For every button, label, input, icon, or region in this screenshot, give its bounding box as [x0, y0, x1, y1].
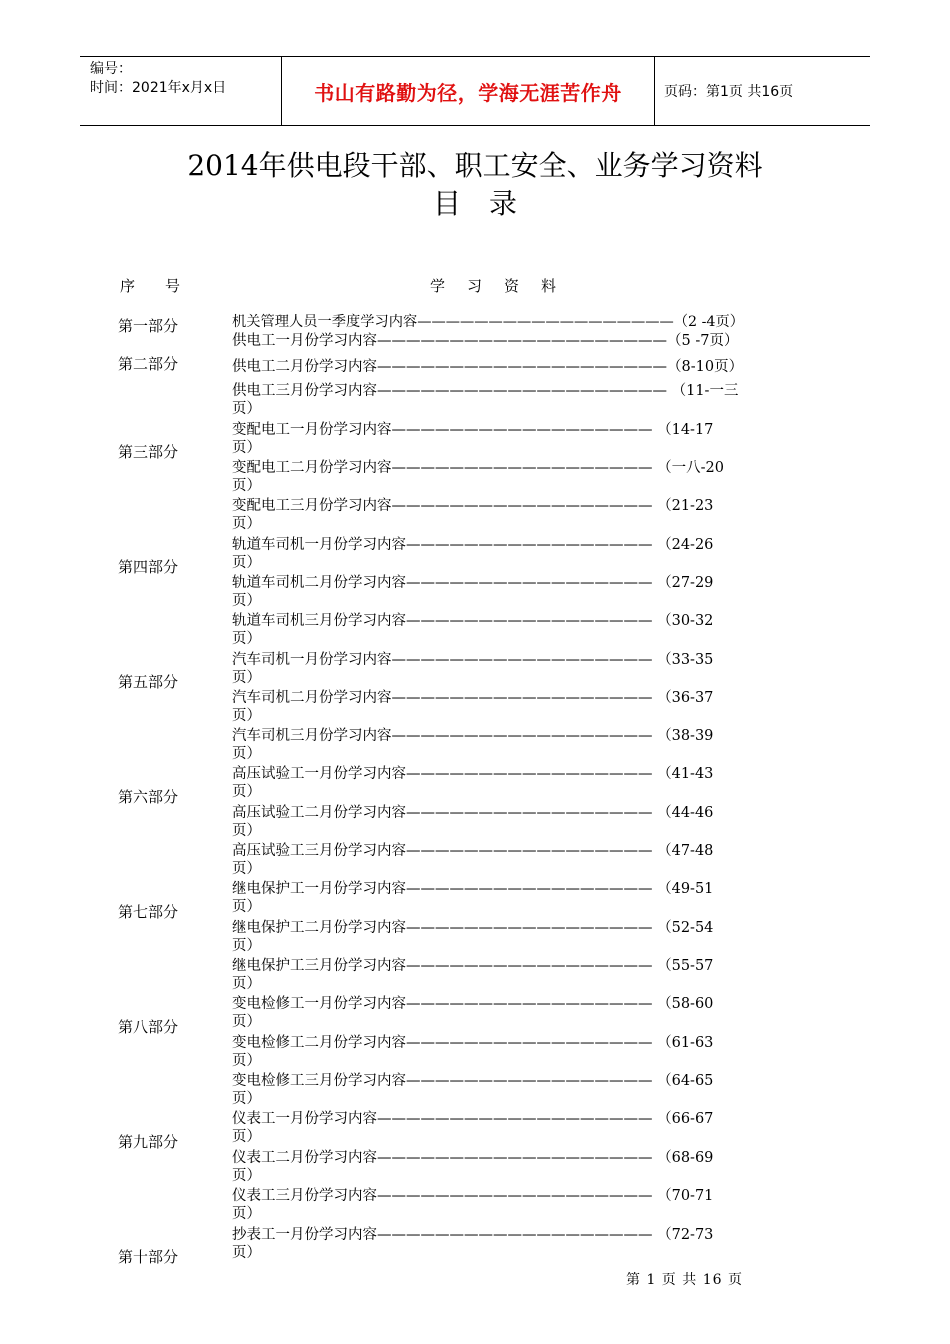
- toc-entry-line: 继电保护工三月份学习内容————————————————— （55-57: [232, 958, 714, 974]
- toc-entry: [232, 727, 744, 763]
- toc-entry-line: 变配电工三月份学习内容—————————————————— （21-23: [232, 498, 714, 514]
- toc-entry: [232, 651, 744, 687]
- part-label: 第二部分: [118, 355, 179, 373]
- toc-entry-continuation: 页）: [232, 784, 261, 800]
- toc-entry: [232, 382, 744, 418]
- toc-entry: [232, 804, 744, 840]
- toc-entry: [232, 842, 744, 878]
- toc-entry-continuation: 页）: [232, 401, 261, 417]
- toc-entry-continuation: 页）: [232, 516, 261, 532]
- toc-entry-line: 变电检修工一月份学习内容————————————————— （58-60: [232, 996, 714, 1012]
- toc-entry: [232, 957, 744, 993]
- toc-entry: [232, 1149, 744, 1185]
- toc-entry-continuation: 页）: [232, 1129, 261, 1145]
- toc-entry-line: 变电检修工三月份学习内容————————————————— （64-65: [232, 1073, 714, 1089]
- toc-entry-continuation: 页）: [232, 1206, 261, 1222]
- toc-entry-line: 汽车司机一月份学习内容—————————————————— （33-35: [232, 652, 714, 668]
- toc-entry-continuation: 页）: [232, 1168, 261, 1184]
- toc-entry-continuation: 页）: [232, 670, 261, 686]
- toc-entry-line: 轨道车司机三月份学习内容————————————————— （30-32: [232, 613, 714, 629]
- toc-entry-continuation: 页）: [232, 823, 261, 839]
- header-page-info: 页码：第1页 共16页: [664, 84, 794, 100]
- toc-entry: [232, 1187, 744, 1223]
- toc-entry-line: 仪表工一月份学习内容——————————————————— （66-67: [232, 1111, 714, 1127]
- toc-entry-line: 继电保护工一月份学习内容————————————————— （49-51: [232, 881, 714, 897]
- toc-entry-continuation: 页）: [232, 631, 261, 647]
- toc-entry-line: 供电工一月份学习内容————————————————————（5 -7页）: [232, 333, 739, 349]
- toc-entry-continuation: 页）: [232, 1014, 261, 1030]
- toc-entry-line: 轨道车司机一月份学习内容————————————————— （24-26: [232, 537, 714, 553]
- toc-entry-line: 汽车司机二月份学习内容—————————————————— （36-37: [232, 690, 714, 706]
- toc-entry-line: 高压试验工二月份学习内容————————————————— （44-46: [232, 805, 714, 821]
- part-label: 第八部分: [118, 1018, 179, 1036]
- toc-entry-continuation: 页）: [232, 593, 261, 609]
- toc-entry: [232, 1226, 744, 1262]
- column-header-seq: 序号: [120, 277, 211, 295]
- toc-entry-continuation: 页）: [232, 555, 261, 571]
- toc-entry: [232, 358, 744, 376]
- toc-entry: [232, 1034, 744, 1070]
- part-label: 第四部分: [118, 558, 179, 576]
- toc-entry-continuation: 页）: [232, 708, 261, 724]
- toc-entry-continuation: 页）: [232, 1053, 261, 1069]
- toc-entry: [232, 1072, 744, 1108]
- part-label: 第九部分: [118, 1133, 179, 1151]
- part-label: 第六部分: [118, 788, 179, 806]
- page-footer: 第 1 页 共 16 页: [626, 1272, 743, 1288]
- column-header-material: 学习资料: [430, 277, 579, 295]
- document-subtitle: 目录: [432, 187, 545, 220]
- toc-entry-continuation: 页）: [232, 861, 261, 877]
- toc-entry: [232, 574, 744, 610]
- toc-entry-line: 机关管理人员一季度学习内容——————————————————（2 -4页）: [232, 314, 744, 330]
- toc-entry-line: 变电检修工二月份学习内容————————————————— （61-63: [232, 1035, 714, 1051]
- toc-entry: [232, 313, 744, 331]
- toc-entry-continuation: 页）: [232, 1091, 261, 1107]
- toc-entry-line: 抄表工一月份学习内容——————————————————— （72-73: [232, 1227, 714, 1243]
- toc-entry-line: 轨道车司机二月份学习内容————————————————— （27-29: [232, 575, 714, 591]
- document-title: 2014年供电段干部、职工安全、业务学习资料: [187, 149, 763, 182]
- toc-entry: [232, 919, 744, 955]
- part-label: 第十部分: [118, 1248, 179, 1266]
- number-label: 编号：: [90, 61, 132, 77]
- toc-entry: [232, 689, 744, 725]
- toc-entry: [232, 612, 744, 648]
- toc-entry-line: 供电工二月份学习内容————————————————————（8-10页）: [232, 359, 744, 375]
- toc-entry-line: 供电工三月份学习内容———————————————————— （11-一三: [232, 383, 739, 399]
- time-label: 时间：2021年x月x日: [90, 80, 227, 96]
- toc-entry-continuation: 页）: [232, 938, 261, 954]
- toc-entry-continuation: 页）: [232, 478, 261, 494]
- toc-entry-line: 变配电工二月份学习内容—————————————————— （一八-20: [232, 460, 724, 476]
- toc-entry-line: 仪表工三月份学习内容——————————————————— （70-71: [232, 1188, 714, 1204]
- toc-entry-line: 仪表工二月份学习内容——————————————————— （68-69: [232, 1150, 714, 1166]
- toc-entry-continuation: 页）: [232, 899, 261, 915]
- toc-entry-line: 汽车司机三月份学习内容—————————————————— （38-39: [232, 728, 714, 744]
- toc-entry: [232, 421, 744, 457]
- document-header: [80, 56, 870, 126]
- toc-entry: [232, 995, 744, 1031]
- toc-entry: [232, 536, 744, 572]
- toc-entry: [232, 1110, 744, 1146]
- part-label: 第五部分: [118, 673, 179, 691]
- part-label: 第七部分: [118, 903, 179, 921]
- header-motto: 书山有路勤为径，学海无涯苦作舟: [314, 80, 622, 105]
- toc-entry-continuation: 页）: [232, 440, 261, 456]
- toc-entry-line: 继电保护工二月份学习内容————————————————— （52-54: [232, 920, 714, 936]
- toc-entry-continuation: 页）: [232, 746, 261, 762]
- toc-entry: [232, 497, 744, 533]
- toc-entry: [232, 459, 744, 495]
- toc-entry-continuation: 页）: [232, 1245, 261, 1261]
- part-label: 第三部分: [118, 443, 179, 461]
- toc-entry: [232, 880, 744, 916]
- part-label: 第一部分: [118, 317, 179, 335]
- toc-entry: [232, 765, 744, 801]
- toc-entry-continuation: 页）: [232, 976, 261, 992]
- toc-entry: [232, 332, 744, 350]
- toc-entry-line: 高压试验工三月份学习内容————————————————— （47-48: [232, 843, 714, 859]
- toc-entry-line: 变配电工一月份学习内容—————————————————— （14-17: [232, 422, 714, 438]
- toc-entry-line: 高压试验工一月份学习内容————————————————— （41-43: [232, 766, 714, 782]
- header-divider: [654, 57, 655, 125]
- header-meta: [90, 60, 226, 98]
